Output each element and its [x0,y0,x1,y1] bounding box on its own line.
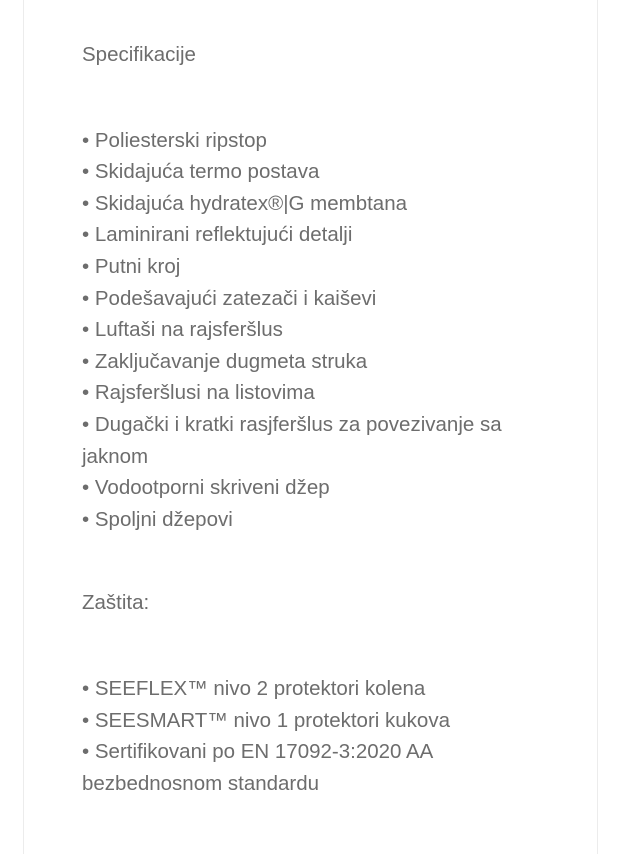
spec-item-adjusters: • Podešavajući zatezači i kaiševi [82,283,522,315]
spacer [82,535,522,587]
specifications-heading: Specifikacije [82,43,196,66]
protection-item-knee: • SEEFLEX™ nivo 2 protektori kolena [82,673,522,705]
spec-item-waist-lock: • Zaključavanje dugmeta struka [82,346,522,378]
protection-list [82,673,522,799]
spec-item-reflective: • Laminirani reflektujući detalji [82,219,522,251]
spec-item-hidden-pocket: • Vodootporni skriveni džep [82,472,522,504]
spacer [82,619,522,673]
spec-item-membrane: • Skidajuća hydratex®|G membtana [82,188,522,220]
spec-item-vents: • Luftaši na rajsferšlus [82,314,522,346]
spec-item-calf-zippers: • Rajsferšlusi na listovima [82,377,522,409]
spec-item-thermal-lining: • Skidajuća termo postava [82,156,522,188]
product-description-content [82,39,522,799]
spacer [82,71,522,125]
spec-item-jacket-zipper: • Dugački i kratki rasjferšlus za povezivanje sa jaknom [82,409,522,472]
protection-item-hip: • SEESMART™ nivo 1 protektori kukova [82,705,522,737]
specifications-list [82,125,522,536]
protection-item-certification: • Sertifikovani po EN 17092-3:2020 AA bezbednosnom standardu [82,736,522,799]
spec-item-outer-pockets: • Spoljni džepovi [82,504,522,536]
protection-heading: Zaštita: [82,591,150,615]
spec-item-fabric: • Poliesterski ripstop [82,125,522,157]
spec-item-fit: • Putni kroj [82,251,522,283]
